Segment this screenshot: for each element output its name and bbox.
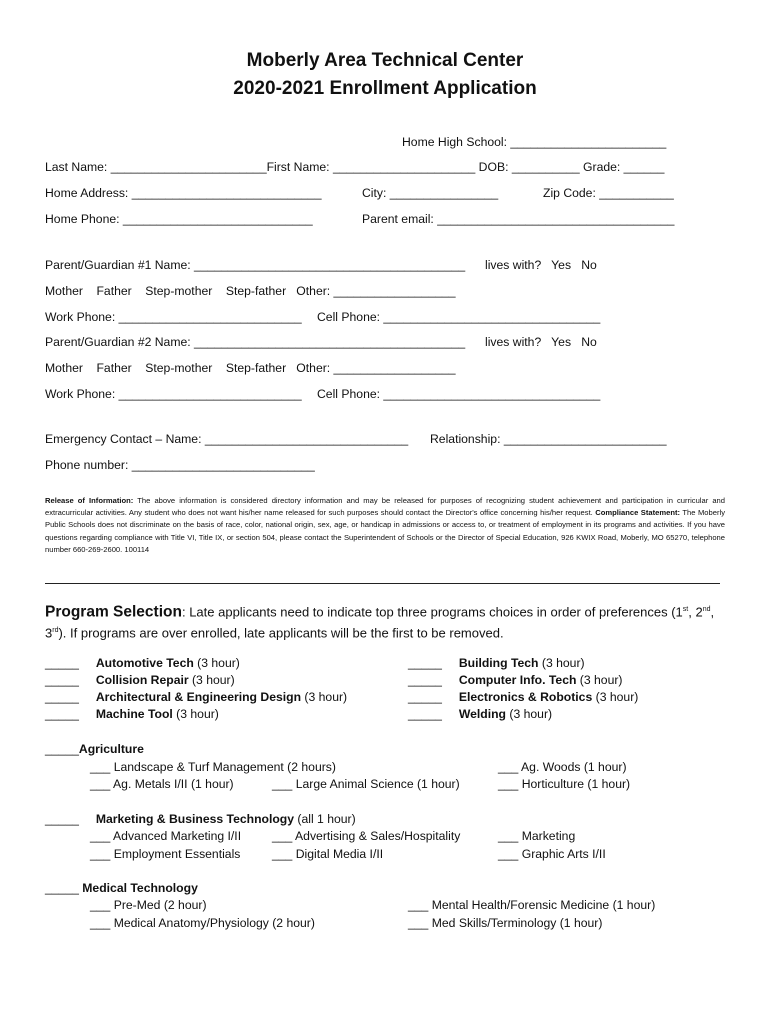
- program-name: Computer Info. Tech: [458, 673, 577, 687]
- release-text: The above information is considered directory information and may be released for purposes of recognizing student achievement and participation in curricular and extracurricular activities. Any student who does not want his/her name released for such purposes should contact the Director's office concerning his/her request.: [45, 496, 725, 518]
- zip-code-field[interactable]: Zip Code: ___________: [543, 186, 674, 200]
- program-hours: (all 1 hour): [294, 812, 356, 826]
- compliance-text: The Moberly Public Schools does not discriminate on the basis of race, color, national origin, sex, age, or handicap in admissions or access to, or treatment of employment in its programs and activities. If you have questions regarding compliance with Title VI, Title IX, or section 504, please contact the Superintendent of Schools or the Director of Special Education, 926 KWIX Road, Moberly, MO 65270, telephone number 660-269-2600. 100114: [45, 508, 725, 554]
- student-name-dob-grade-field[interactable]: Last Name: _______________________First Name: _____________________ DOB: __________ Grade: ______: [45, 160, 665, 174]
- program-option-agriculture[interactable]: [45, 741, 144, 757]
- program-name: Electronics & Robotics: [458, 690, 593, 704]
- guardian2-lives-with[interactable]: lives with? Yes No: [485, 335, 597, 349]
- section-divider: [45, 583, 720, 584]
- sup-nd: nd: [702, 606, 711, 613]
- guardian1-lives-with[interactable]: lives with? Yes No: [485, 258, 597, 272]
- program-hours: (3 hour): [592, 690, 639, 704]
- sup-rd: rd: [52, 627, 59, 635]
- program-option-medical[interactable]: [45, 880, 198, 896]
- program-option-automotive[interactable]: [45, 655, 240, 671]
- program-option-electronics[interactable]: [408, 689, 638, 705]
- guardian1-relation[interactable]: Mother Father Step-mother Step-father Other: __________________: [45, 284, 456, 298]
- program-name: Architectural & Engineering Design: [95, 690, 302, 704]
- program-hours: (3 hour): [538, 656, 585, 670]
- compliance-heading: Compliance Statement:: [595, 508, 681, 518]
- program-option-welding[interactable]: [408, 706, 552, 722]
- program-hours: (3 hour): [301, 690, 348, 704]
- choice-blank[interactable]: _____: [45, 707, 79, 721]
- choice-blank[interactable]: _____: [45, 812, 79, 826]
- program-name: Automotive Tech: [95, 656, 194, 670]
- program-name: Marketing & Business Technology: [95, 812, 295, 826]
- med-course-pre-med[interactable]: ___ Pre-Med (2 hour): [90, 898, 207, 912]
- program-name: Medical Technology: [82, 881, 198, 895]
- form-subtitle: 2020-2021 Enrollment Application: [233, 78, 537, 99]
- emergency-relationship-field[interactable]: Relationship: ________________________: [430, 432, 667, 446]
- program-name: Welding: [458, 707, 506, 721]
- ag-course-landscape[interactable]: ___ Landscape & Turf Management (2 hours): [90, 760, 336, 774]
- guardian1-cell-phone-field[interactable]: Cell Phone: ________________________________: [317, 310, 601, 324]
- med-course-skills[interactable]: ___ Med Skills/Terminology (1 hour): [408, 916, 603, 930]
- program-option-building-tech[interactable]: [408, 655, 585, 671]
- med-course-mental-health[interactable]: ___ Mental Health/Forensic Medicine (1 hour): [408, 898, 656, 912]
- ag-course-horticulture[interactable]: ___ Horticulture (1 hour): [498, 777, 631, 791]
- intro-text-4: ). If programs are over enrolled, late applicants will be the first to be removed.: [58, 625, 504, 641]
- parent-email-field[interactable]: Parent email: ___________________________________: [362, 212, 675, 226]
- ag-course-woods[interactable]: ___ Ag. Woods (1 hour): [498, 760, 627, 774]
- program-hours: (3 hour): [193, 656, 240, 670]
- program-option-marketing[interactable]: [45, 811, 356, 827]
- intro-text-3: , 3: [45, 604, 715, 641]
- home-high-school-field[interactable]: Home High School: _______________________: [402, 135, 667, 149]
- choice-blank[interactable]: _____: [408, 690, 442, 704]
- program-option-machine-tool[interactable]: [45, 706, 219, 722]
- program-selection-intro: [45, 600, 725, 643]
- guardian1-work-phone-field[interactable]: Work Phone: ___________________________: [45, 310, 302, 324]
- city-field[interactable]: City: ________________: [362, 186, 499, 200]
- guardian2-work-phone-field[interactable]: Work Phone: ___________________________: [45, 387, 302, 401]
- program-name: Machine Tool: [95, 707, 173, 721]
- home-phone-field[interactable]: Home Phone: ____________________________: [45, 212, 313, 226]
- program-hours: (3 hour): [188, 673, 235, 687]
- guardian2-cell-phone-field[interactable]: Cell Phone: ________________________________: [317, 387, 601, 401]
- med-course-anatomy[interactable]: ___ Medical Anatomy/Physiology (2 hour): [90, 916, 315, 930]
- ag-course-large-animal[interactable]: ___ Large Animal Science (1 hour): [272, 777, 460, 791]
- guardian2-name-field[interactable]: Parent/Guardian #2 Name: ________________________________________: [45, 335, 466, 349]
- intro-text: : Late applicants need to indicate top three programs choices in order of preferences (1: [181, 604, 683, 620]
- mkt-course-advanced[interactable]: ___ Advanced Marketing I/II: [90, 829, 242, 843]
- sup-st: st: [682, 606, 689, 613]
- program-name: Agriculture: [78, 742, 144, 756]
- mkt-course-graphic-arts[interactable]: ___ Graphic Arts I/II: [498, 847, 606, 861]
- choice-blank[interactable]: _____: [408, 707, 442, 721]
- choice-blank[interactable]: _____: [408, 656, 442, 670]
- ag-course-metals[interactable]: ___ Ag. Metals I/II (1 hour): [90, 777, 234, 791]
- choice-blank[interactable]: _____: [45, 656, 79, 670]
- intro-text-2: , 2: [688, 604, 703, 620]
- release-heading: Release of Information:: [45, 496, 134, 505]
- choice-blank[interactable]: _____: [45, 742, 79, 756]
- form-title: Moberly Area Technical Center: [246, 50, 524, 71]
- mkt-course-marketing[interactable]: ___ Marketing: [498, 829, 576, 843]
- mkt-course-advertising[interactable]: ___ Advertising & Sales/Hospitality: [272, 829, 461, 843]
- program-hours: (3 hour): [576, 673, 623, 687]
- program-hours: (3 hour): [172, 707, 219, 721]
- program-option-collision[interactable]: [45, 672, 235, 688]
- release-compliance-paragraph: [45, 495, 725, 556]
- program-name: Building Tech: [458, 656, 539, 670]
- program-name: Collision Repair: [95, 673, 189, 687]
- choice-blank[interactable]: _____: [408, 673, 442, 687]
- guardian1-name-field[interactable]: Parent/Guardian #1 Name: ________________________________________: [45, 258, 466, 272]
- program-selection-heading: Program Selection: [45, 603, 182, 621]
- emergency-contact-field[interactable]: Emergency Contact – Name: ______________________________: [45, 432, 409, 446]
- choice-blank[interactable]: _____: [45, 881, 79, 895]
- home-address-field[interactable]: Home Address: ____________________________: [45, 186, 322, 200]
- emergency-phone-field[interactable]: Phone number: ___________________________: [45, 458, 315, 472]
- choice-blank[interactable]: _____: [45, 673, 79, 687]
- choice-blank[interactable]: _____: [45, 690, 79, 704]
- program-hours: (3 hour): [506, 707, 553, 721]
- guardian2-relation[interactable]: Mother Father Step-mother Step-father Other: __________________: [45, 361, 456, 375]
- mkt-course-digital-media[interactable]: ___ Digital Media I/II: [272, 847, 384, 861]
- program-option-computer-info[interactable]: [408, 672, 622, 688]
- mkt-course-employment[interactable]: ___ Employment Essentials: [90, 847, 241, 861]
- program-option-architectural[interactable]: [45, 689, 347, 705]
